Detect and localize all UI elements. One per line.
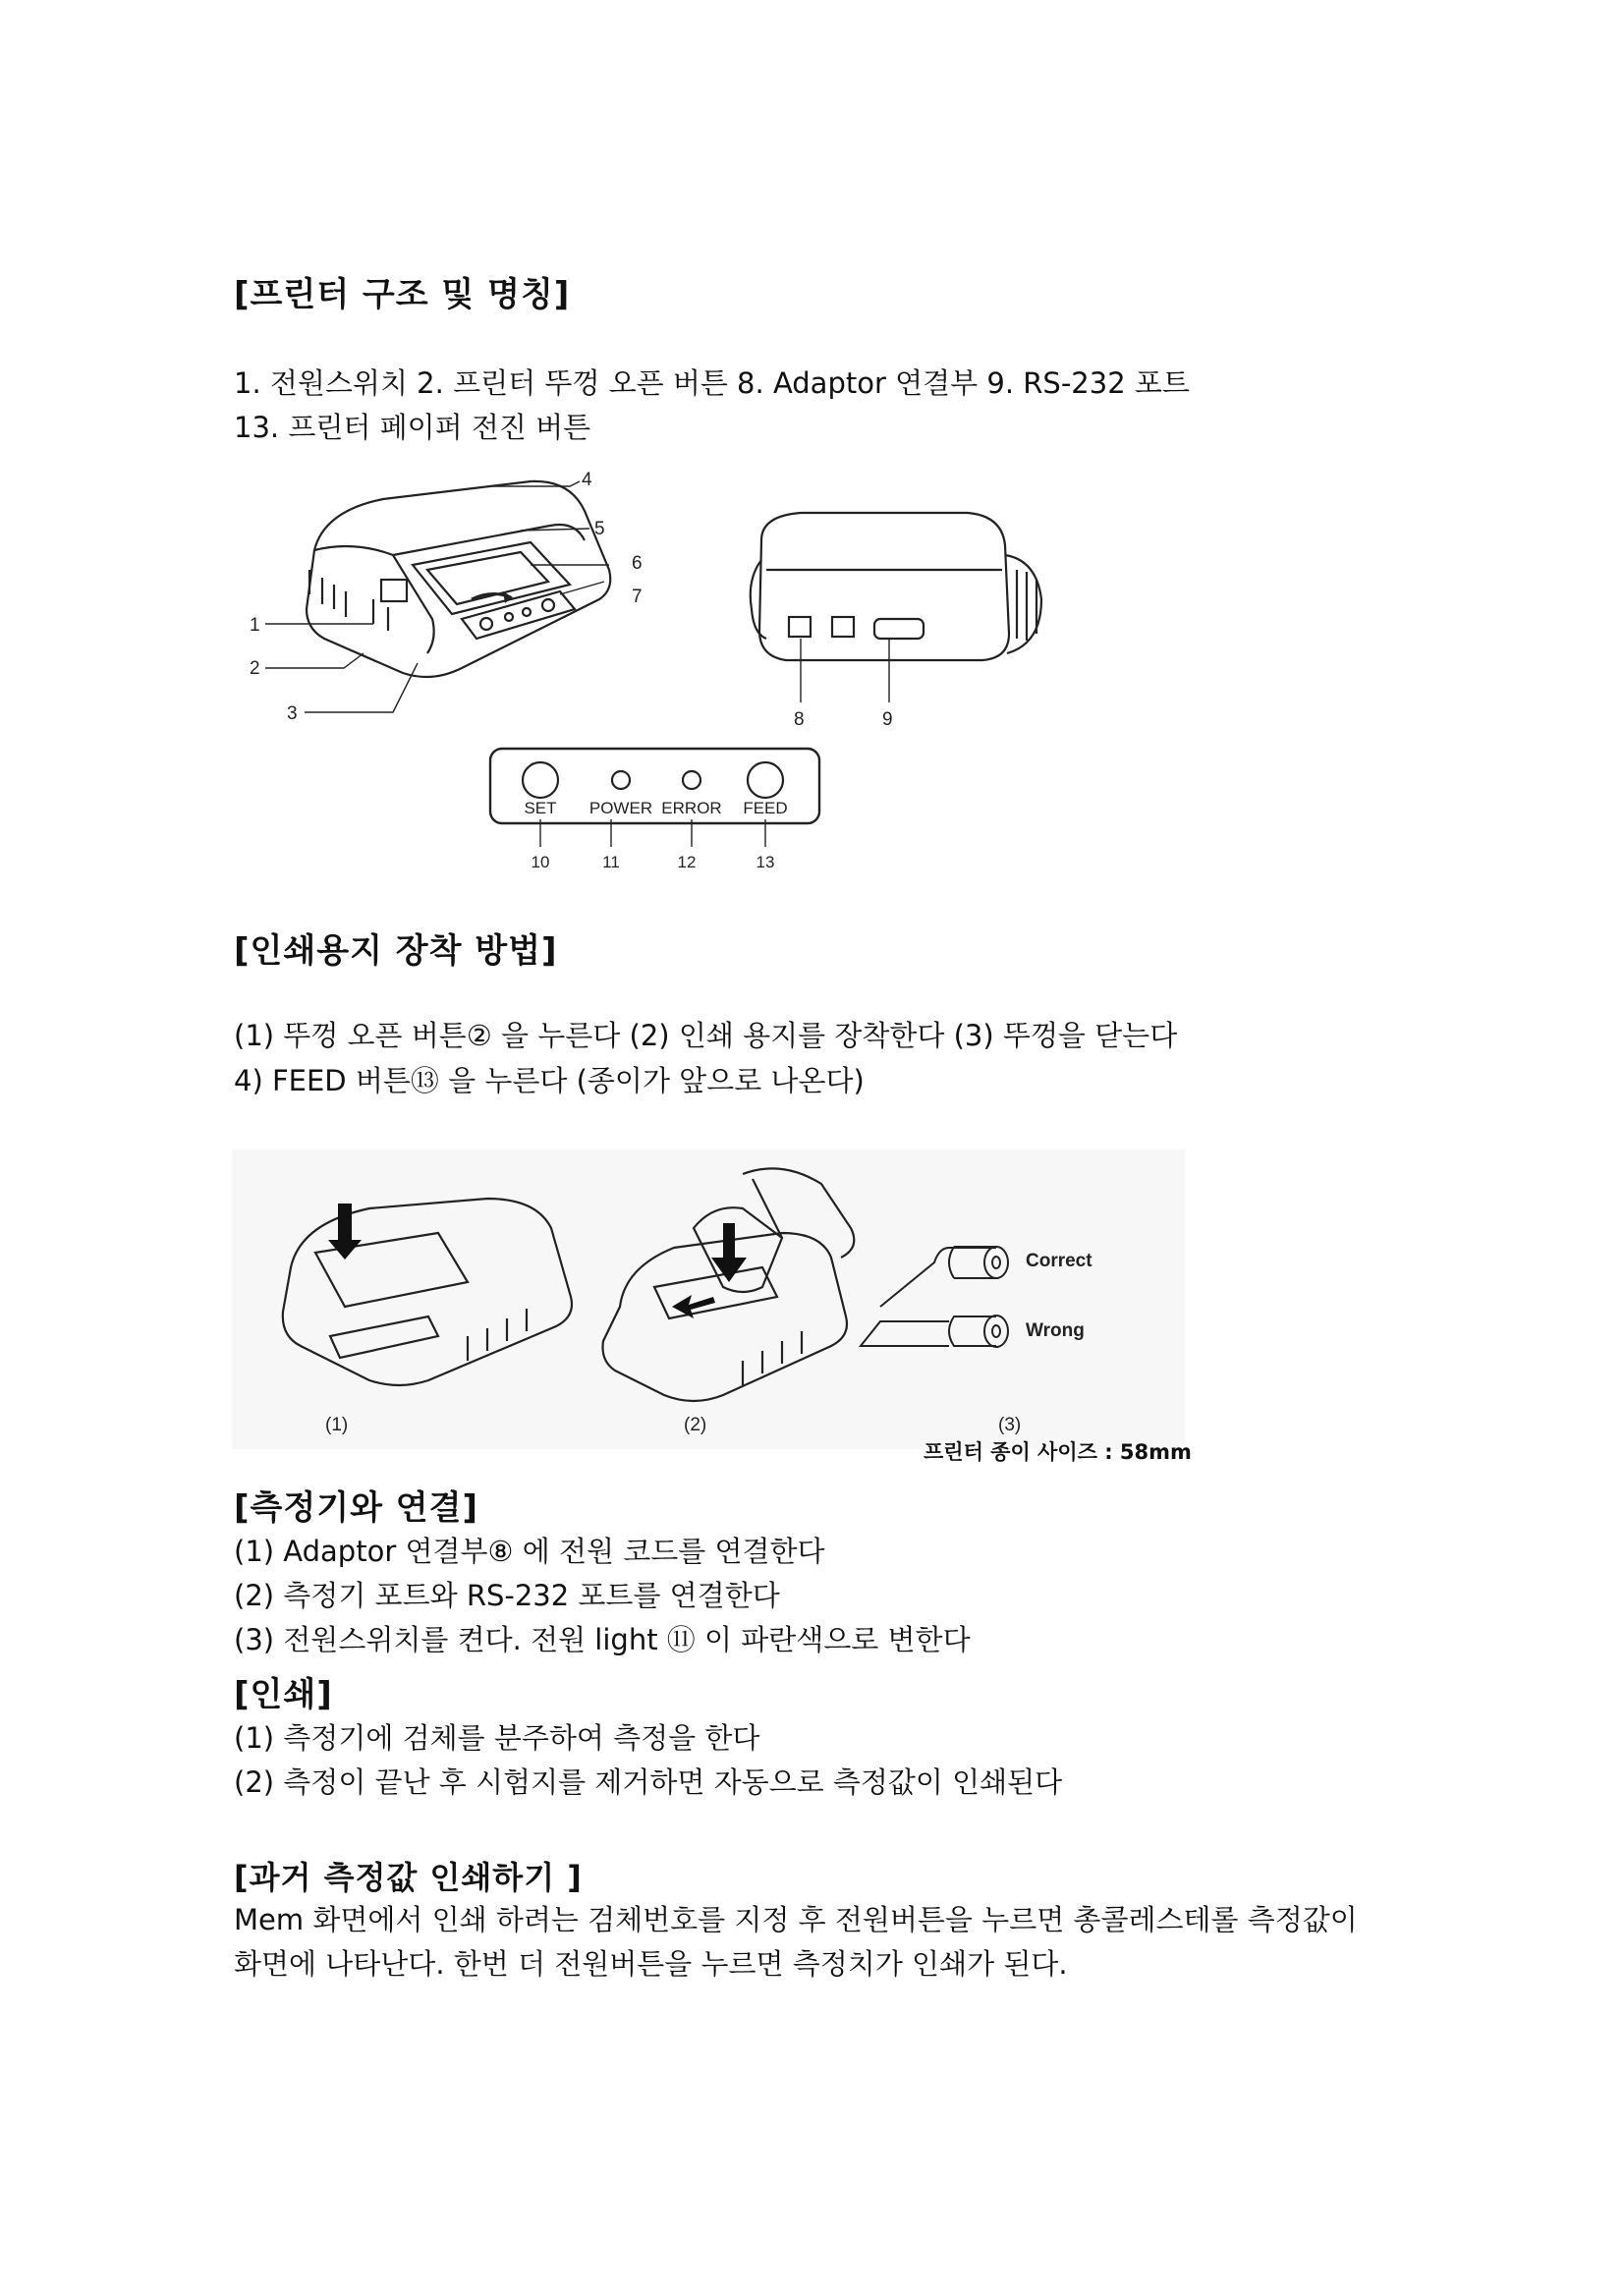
- printer-back-figure: [742, 501, 1066, 737]
- panel-label-feed: FEED: [743, 799, 788, 817]
- structure-title: [프린터 구조 및 명칭]: [234, 275, 571, 314]
- set-button-icon: [523, 762, 558, 798]
- label-8: 8: [794, 709, 805, 730]
- paper-size-note: 프린터 종이 사이즈 : 58mm: [924, 1440, 1192, 1464]
- print-line-1: (1) 측정기에 검체를 분주하여 측정을 한다: [234, 1721, 760, 1755]
- connect-title: [측정기와 연결]: [234, 1488, 478, 1528]
- feed-button-icon: [748, 762, 783, 798]
- past-line-2: 화면에 나타난다. 한번 더 전원버튼을 누르면 측정치가 인쇄가 된다.: [234, 1947, 1068, 1981]
- printer-front-figure: [236, 472, 707, 737]
- label-9: 9: [882, 709, 893, 730]
- panel-number-13: 13: [756, 853, 775, 871]
- structure-line-1: 1. 전원스위치 2. 프린터 뚜껑 오픈 버튼 8. Adaptor 연결부 9. RS-232 포트: [234, 366, 1190, 400]
- panel-number-10: 10: [531, 853, 550, 871]
- label-4: 4: [582, 472, 592, 490]
- paper-title: [인쇄용지 장착 방법]: [234, 931, 558, 971]
- paper-line-2: 4) FEED 버튼⑬ 을 누른다 (종이가 앞으로 나온다): [234, 1064, 865, 1097]
- connect-line-2: (2) 측정기 포트와 RS-232 포트를 연결한다: [234, 1579, 780, 1612]
- structure-line-2: 13. 프린터 페이퍼 전진 버튼: [234, 411, 591, 444]
- figure-caption-2: (2): [684, 1415, 707, 1435]
- error-led-icon: [683, 771, 700, 789]
- connect-line-1: (1) Adaptor 연결부⑧ 에 전원 코드를 연결한다: [234, 1535, 825, 1568]
- power-led-icon: [612, 771, 630, 789]
- paper-loading-figure: [232, 1149, 1185, 1474]
- roll-wrong-label: Wrong: [1026, 1320, 1085, 1341]
- figure-caption-3: (3): [998, 1415, 1022, 1435]
- print-line-2: (2) 측정이 끝난 후 시험지를 제거하면 자동으로 측정값이 인쇄된다: [234, 1765, 1063, 1799]
- panel-number-11: 11: [602, 853, 620, 871]
- panel-label-set: SET: [524, 799, 557, 817]
- past-line-1: Mem 화면에서 인쇄 하려는 검체번호를 지정 후 전원버튼을 누르면 총콜레스테롤 측정값이: [234, 1903, 1358, 1936]
- label-6: 6: [632, 553, 643, 574]
- label-5: 5: [594, 519, 605, 539]
- roll-correct-label: Correct: [1026, 1251, 1092, 1271]
- control-panel-figure: [486, 745, 825, 872]
- print-title: [인쇄]: [234, 1675, 333, 1714]
- figure-caption-1: (1): [325, 1415, 349, 1435]
- paper-line-1: (1) 뚜껑 오픈 버튼② 을 누른다 (2) 인쇄 용지를 장착한다 (3) 뚜껑을 닫는다: [234, 1019, 1178, 1052]
- connect-line-3: (3) 전원스위치를 켠다. 전원 light ⑪ 이 파란색으로 변한다: [234, 1623, 971, 1656]
- label-7: 7: [632, 587, 643, 607]
- label-2: 2: [250, 658, 260, 679]
- panel-label-power: POWER: [588, 799, 653, 817]
- label-1: 1: [250, 615, 260, 636]
- past-title: [과거 측정값 인쇄하기 ]: [234, 1859, 583, 1896]
- panel-label-error: ERROR: [661, 799, 722, 817]
- panel-number-12: 12: [677, 853, 697, 871]
- label-3: 3: [287, 703, 298, 724]
